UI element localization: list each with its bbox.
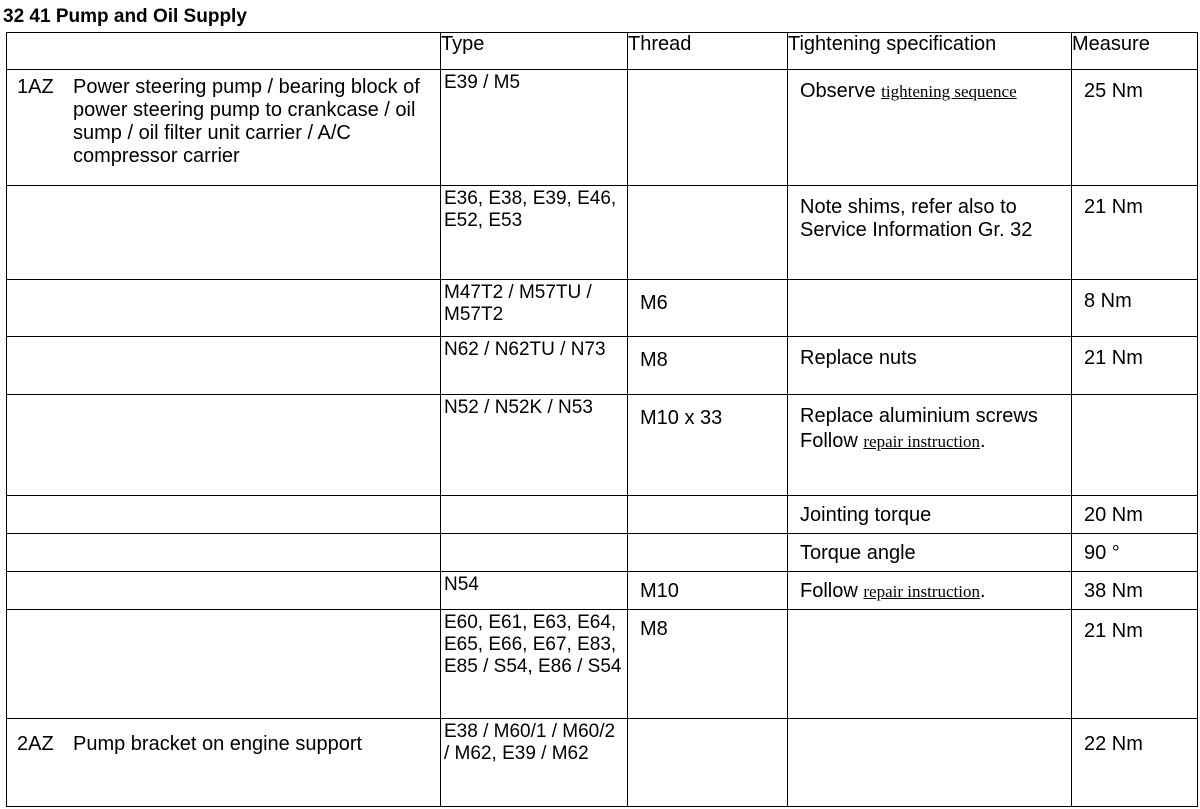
spec-text: Replace aluminium screws <box>800 404 1038 427</box>
header-item <box>7 33 441 70</box>
measure-cell: 21 Nm <box>1072 337 1198 394</box>
type-cell <box>441 533 628 571</box>
type-cell: M47T2 / M57TU / M57T2 <box>441 279 628 336</box>
measure-cell: 22 Nm <box>1072 719 1198 807</box>
header-type: Type <box>441 33 628 70</box>
table-row <box>7 186 1198 280</box>
item-cell <box>7 394 441 495</box>
thread-cell: M8 <box>628 337 788 394</box>
spec-suffix: . <box>979 580 986 603</box>
spec-cell <box>788 572 1072 610</box>
table-row <box>7 610 1198 719</box>
spec-follow-text: Follow <box>800 429 858 452</box>
spec-cell: Note shims, refer also to Service Information Gr. 32 <box>788 186 1072 280</box>
page-title: 32 41 Pump and Oil Supply <box>3 6 247 27</box>
type-cell: N52 / N52K / N53 <box>441 394 628 495</box>
table-row <box>7 279 1198 336</box>
item-description: Pump bracket on engine support <box>73 733 363 756</box>
spec-cell <box>788 279 1072 336</box>
spec-cell <box>788 70 1072 186</box>
header-measure: Measure <box>1072 33 1198 70</box>
table-row <box>7 572 1198 610</box>
spec-text: Follow <box>800 580 858 603</box>
thread-cell <box>628 719 788 807</box>
table-row <box>7 533 1198 571</box>
spec-cell: Jointing torque <box>788 495 1072 533</box>
measure-cell: 90 ° <box>1072 533 1198 571</box>
measure-cell <box>1072 394 1198 495</box>
spec-cell <box>788 719 1072 807</box>
torque-spec-table <box>6 32 1198 807</box>
table-row <box>7 394 1198 495</box>
spec-cell <box>788 394 1072 495</box>
item-cell <box>7 70 441 186</box>
type-cell: E38 / M60/1 / M60/2 / M62, E39 / M62 <box>441 719 628 807</box>
header-thread: Thread <box>628 33 788 70</box>
table-row <box>7 495 1198 533</box>
measure-cell: 25 Nm <box>1072 70 1198 186</box>
item-cell <box>7 186 441 280</box>
table-row <box>7 337 1198 394</box>
spec-text: Observe <box>800 80 876 103</box>
measure-cell: 21 Nm <box>1072 186 1198 280</box>
spec-follow-line <box>800 430 1065 453</box>
item-description: Power steering pump / bearing block of power steering pump to crankcase / oil sump / oil filter unit carrier / A/C compressor carrier <box>73 76 420 168</box>
type-cell: E36, E38, E39, E46, E52, E53 <box>441 186 628 280</box>
thread-cell <box>628 186 788 280</box>
measure-cell: 38 Nm <box>1072 572 1198 610</box>
type-cell <box>441 495 628 533</box>
table-row <box>7 719 1198 807</box>
thread-cell <box>628 533 788 571</box>
repair-instruction-link[interactable]: repair instruction <box>863 431 980 451</box>
thread-cell: M8 <box>628 610 788 719</box>
type-cell: E60, E61, E63, E64, E65, E66, E67, E83, E85 / S54, E86 / S54 <box>441 610 628 719</box>
measure-cell: 20 Nm <box>1072 495 1198 533</box>
thread-cell: M6 <box>628 279 788 336</box>
table-row <box>7 70 1198 186</box>
table-header-row <box>7 33 1198 70</box>
item-cell <box>7 572 441 610</box>
measure-cell: 21 Nm <box>1072 610 1198 719</box>
type-cell: N62 / N62TU / N73 <box>441 337 628 394</box>
thread-cell <box>628 70 788 186</box>
tightening-sequence-link[interactable]: tightening sequence <box>881 82 1017 102</box>
item-cell <box>7 719 441 807</box>
thread-cell <box>628 495 788 533</box>
spec-cell: Torque angle <box>788 533 1072 571</box>
measure-cell: 8 Nm <box>1072 279 1198 336</box>
type-cell: E39 / M5 <box>441 70 628 186</box>
item-cell <box>7 610 441 719</box>
item-cell <box>7 337 441 394</box>
spec-suffix: . <box>979 429 986 452</box>
spec-cell <box>788 610 1072 719</box>
item-cell <box>7 495 441 533</box>
header-spec: Tightening specification <box>788 33 1072 70</box>
item-code: 2AZ <box>17 733 54 756</box>
item-cell <box>7 279 441 336</box>
thread-cell: M10 <box>628 572 788 610</box>
repair-instruction-link[interactable]: repair instruction <box>863 582 980 602</box>
item-cell <box>7 533 441 571</box>
item-code: 1AZ <box>17 76 54 99</box>
spec-cell: Replace nuts <box>788 337 1072 394</box>
type-cell: N54 <box>441 572 628 610</box>
thread-cell: M10 x 33 <box>628 394 788 495</box>
